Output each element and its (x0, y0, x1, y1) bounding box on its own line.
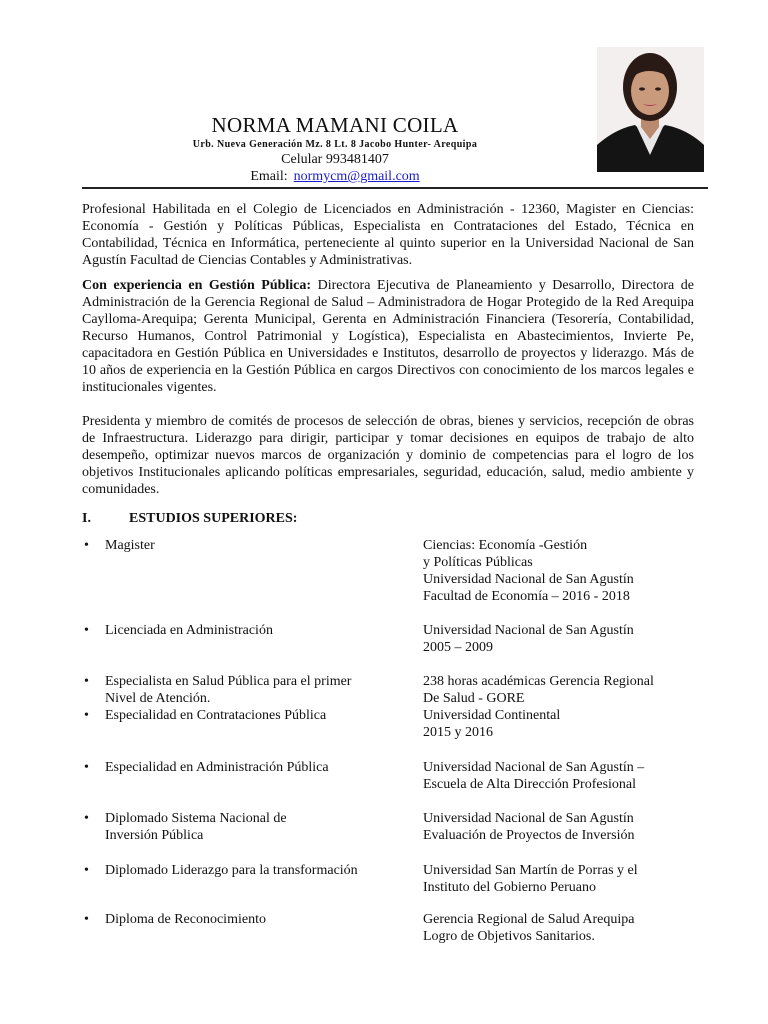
bullet: • (84, 863, 89, 878)
institution-line: Universidad Nacional de San Agustín (423, 572, 634, 587)
institution-line: Universidad Nacional de San Agustín (423, 623, 634, 638)
email-label: Email: (250, 169, 288, 184)
bullet: • (84, 811, 89, 826)
section-heading: ESTUDIOS SUPERIORES: (129, 511, 298, 526)
institution-line: 2015 y 2016 (423, 725, 493, 740)
institution-line: Universidad Nacional de San Agustín – (423, 760, 645, 775)
institution-line: Universidad San Martín de Porras y el (423, 863, 638, 878)
institution-line: 2005 – 2009 (423, 640, 493, 655)
email-line (90, 168, 580, 185)
bullet: • (84, 708, 89, 723)
address: Urb. Nueva Generación Mz. 8 Lt. 8 Jacobo Hunter- Arequipa (192, 139, 478, 150)
experience-text: Directora Ejecutiva de Planeamiento y Desarrollo, Directora de Administración de la Gerencia Regional de Salud – Administradora de Hogar Protegido de la Red Arequipa Caylloma-Arequipa; Gerenta Municipal, Gerenta en Administración Financiera (Tesorería, Contabilidad, Recurso Humanos, Control Patrimonial y Logística), Especialista en Abastecimientos, Invierte Pe, capacitadora en Gestión Pública en Universidades e Institutos, desarrollo de proyectos y liderazgo. Más de 10 años de experiencia en la Gestión Pública en cargos Directivos con conocimiento de los marcos legales e institucionales vigentes. (82, 278, 694, 395)
degree: Diplomado Liderazgo para la transformación (105, 863, 358, 878)
institution-line: Escuela de Alta Dirección Profesional (423, 777, 637, 792)
institution-line: Evaluación de Proyectos de Inversión (423, 828, 635, 843)
experience-heading: Con experiencia en Gestión Pública: (82, 278, 312, 293)
institution-line: Universidad Nacional de San Agustín (423, 811, 634, 826)
bullet: • (84, 912, 89, 927)
institution-line: Universidad Continental (423, 708, 561, 723)
resume-header (90, 112, 580, 185)
bullet: • (84, 760, 89, 775)
institution-line: De Salud - GORE (423, 691, 525, 706)
degree: Especialista en Salud Pública para el primer (105, 674, 352, 689)
degree: Licenciada en Administración (105, 623, 273, 638)
degree: Especialidad en Administración Pública (105, 760, 329, 775)
degree: Inversión Pública (105, 828, 204, 843)
degree: Especialidad en Contrataciones Pública (105, 708, 327, 723)
institution-line: Gerencia Regional de Salud Arequipa (423, 912, 635, 927)
institution-line: Instituto del Gobierno Peruano (423, 880, 597, 895)
email-link[interactable]: normycm@gmail.com (293, 169, 420, 184)
section-title (82, 511, 297, 527)
institution-line: Logro de Objetivos Sanitarios. (423, 929, 595, 944)
summary-paragraph-3: Presidenta y miembro de comités de procesos de selección de obras, bienes y servicios, recepción de obras de Infraestructura. Liderazgo para dirigir, participar y tomar decisiones en equipos de trabajo de alto desempeño, optimizar nuevos marcos de organización y dominio de competencias para el logro de los objetivos Institucionales aplicando políticas empresariales, seguridad, educación, salud, medio ambiente y comunidades. (82, 414, 694, 497)
bullet: • (84, 623, 89, 638)
degree: Diplomado Sistema Nacional de (105, 811, 287, 826)
bullet: • (84, 538, 89, 553)
institution-line: Facultad de Economía – 2016 - 2018 (423, 589, 630, 604)
header-divider (82, 187, 708, 189)
phone: Celular 993481407 (281, 152, 389, 167)
professional-summary (82, 201, 694, 498)
summary-paragraph-2 (82, 277, 694, 396)
summary-paragraph-1: Profesional Habilitada en el Colegio de Licenciados en Administración - 12360, Magister en Ciencias: Economía - Gestión y Políticas Públicas, Especialista en Contrataciones del Estado, Técnica en Contabilidad, Técnica en Informática, perteneciente al quinto superior en la Universidad Nacional de San Agustín Facultad de Ciencias Contables y Administrativas. (82, 202, 694, 268)
degree: Magister (105, 538, 155, 553)
candidate-name: NORMA MAMANI COILA (211, 113, 459, 137)
section-number: I. (82, 511, 91, 526)
institution-line: 238 horas académicas Gerencia Regional (423, 674, 654, 689)
bullet: • (84, 674, 89, 689)
profile-photo (597, 47, 704, 172)
degree: Diploma de Reconocimiento (105, 912, 266, 927)
degree: Nivel de Atención. (105, 691, 211, 706)
institution-line: Ciencias: Economía -Gestión (423, 538, 588, 553)
institution-line: y Políticas Públicas (423, 555, 533, 570)
